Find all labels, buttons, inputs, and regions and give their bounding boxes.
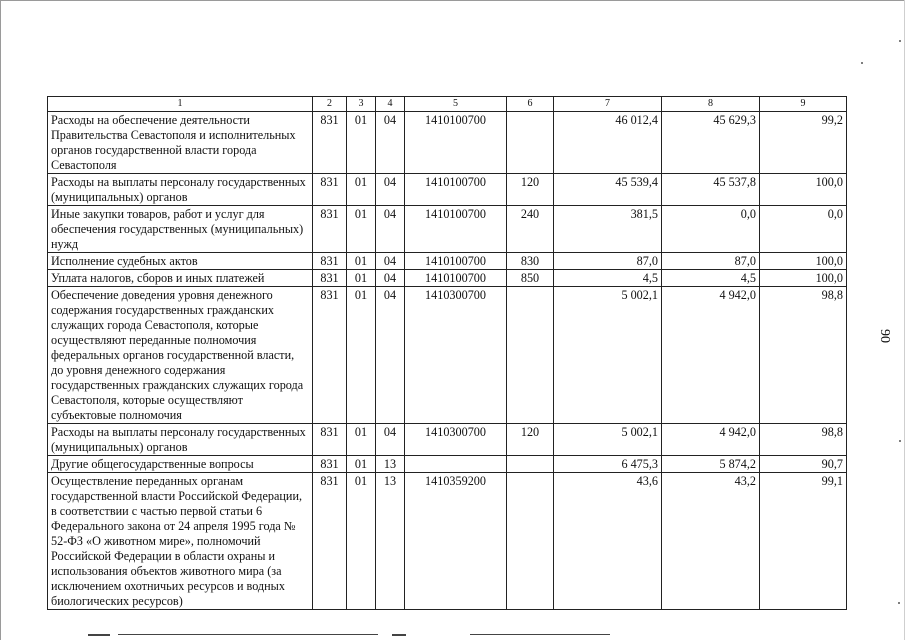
subsection-code-cell: 04 <box>376 424 405 456</box>
scan-bottom-mark <box>392 634 406 636</box>
ved-code-cell: 831 <box>313 270 347 287</box>
actual-amount-cell: 4 942,0 <box>662 287 760 424</box>
target-article-cell: 1410100700 <box>405 206 507 253</box>
ved-code-cell: 831 <box>313 112 347 174</box>
ved-code-cell: 831 <box>313 253 347 270</box>
ved-code-cell: 831 <box>313 287 347 424</box>
subsection-code-cell: 04 <box>376 287 405 424</box>
row-name-cell: Другие общегосударственные вопросы <box>48 456 313 473</box>
plan-amount-cell: 87,0 <box>554 253 662 270</box>
target-article-cell: 1410359200 <box>405 473 507 610</box>
target-article-cell: 1410100700 <box>405 270 507 287</box>
section-code-cell: 01 <box>347 270 376 287</box>
actual-amount-cell: 45 629,3 <box>662 112 760 174</box>
expense-type-cell: 850 <box>507 270 554 287</box>
row-name-cell: Иные закупки товаров, работ и услуг для обеспечения государственных (муниципальных) нужд <box>48 206 313 253</box>
execution-percent-cell: 99,2 <box>760 112 847 174</box>
ved-code-cell: 831 <box>313 424 347 456</box>
expense-type-cell: 240 <box>507 206 554 253</box>
column-header: 8 <box>662 97 760 112</box>
execution-percent-cell: 98,8 <box>760 287 847 424</box>
row-name-cell: Осуществление переданных органам государственной власти Российской Федерации, в соответствии с частью первой статьи 6 Федерального закона от 24 апреля 1995 года № 52-ФЗ «О животном мире», полномочий Российской Федерации в области охраны и использования объектов животного мира (за исключением охотничьих ресурсов и водных биологических ресурсов) <box>48 473 313 610</box>
table-row <box>48 456 847 473</box>
ved-code-cell: 831 <box>313 206 347 253</box>
section-code-cell: 01 <box>347 424 376 456</box>
actual-amount-cell: 45 537,8 <box>662 174 760 206</box>
plan-amount-cell: 46 012,4 <box>554 112 662 174</box>
execution-percent-cell: 100,0 <box>760 253 847 270</box>
execution-percent-cell: 100,0 <box>760 174 847 206</box>
column-header: 7 <box>554 97 662 112</box>
execution-percent-cell: 100,0 <box>760 270 847 287</box>
actual-amount-cell: 43,2 <box>662 473 760 610</box>
plan-amount-cell: 45 539,4 <box>554 174 662 206</box>
table-row <box>48 473 847 610</box>
expense-type-cell <box>507 473 554 610</box>
budget-execution-table <box>47 96 847 610</box>
section-code-cell: 01 <box>347 473 376 610</box>
expense-type-cell <box>507 456 554 473</box>
plan-amount-cell: 381,5 <box>554 206 662 253</box>
expense-type-cell <box>507 287 554 424</box>
target-article-cell: 1410300700 <box>405 287 507 424</box>
plan-amount-cell: 5 002,1 <box>554 424 662 456</box>
row-name-cell: Исполнение судебных актов <box>48 253 313 270</box>
expense-type-cell: 120 <box>507 174 554 206</box>
ved-code-cell: 831 <box>313 473 347 610</box>
subsection-code-cell: 04 <box>376 270 405 287</box>
ved-code-cell: 831 <box>313 456 347 473</box>
plan-amount-cell: 6 475,3 <box>554 456 662 473</box>
actual-amount-cell: 4 942,0 <box>662 424 760 456</box>
column-header: 4 <box>376 97 405 112</box>
column-header: 3 <box>347 97 376 112</box>
scan-speck <box>861 62 863 64</box>
scan-speck <box>899 440 901 442</box>
expense-type-cell: 120 <box>507 424 554 456</box>
actual-amount-cell: 87,0 <box>662 253 760 270</box>
scan-bottom-mark <box>88 634 110 636</box>
row-name-cell: Уплата налогов, сборов и иных платежей <box>48 270 313 287</box>
column-number-row <box>48 97 847 112</box>
table-row <box>48 174 847 206</box>
subsection-code-cell: 04 <box>376 112 405 174</box>
section-code-cell: 01 <box>347 253 376 270</box>
table-row <box>48 112 847 174</box>
scan-bottom-mark <box>470 634 610 635</box>
table-row <box>48 287 847 424</box>
row-name-cell: Обеспечение доведения уровня денежного содержания государственных гражданских служащих города Севастополя, которые осуществляют переданные полномочия федеральных органов государственной власти, до уровня денежного содержания государственных гражданских служащих города Севастополя, которые осуществляют субъектовые полномочия <box>48 287 313 424</box>
table-row <box>48 270 847 287</box>
execution-percent-cell: 98,8 <box>760 424 847 456</box>
scan-speck <box>899 40 901 42</box>
scan-bottom-mark <box>118 634 378 635</box>
section-code-cell: 01 <box>347 287 376 424</box>
target-article-cell: 1410100700 <box>405 112 507 174</box>
target-article-cell: 1410300700 <box>405 424 507 456</box>
subsection-code-cell: 13 <box>376 473 405 610</box>
target-article-cell: 1410100700 <box>405 174 507 206</box>
section-code-cell: 01 <box>347 456 376 473</box>
execution-percent-cell: 99,1 <box>760 473 847 610</box>
page-number: 90 <box>877 329 892 343</box>
actual-amount-cell: 5 874,2 <box>662 456 760 473</box>
subsection-code-cell: 04 <box>376 174 405 206</box>
section-code-cell: 01 <box>347 112 376 174</box>
column-header: 1 <box>48 97 313 112</box>
subsection-code-cell: 04 <box>376 206 405 253</box>
ved-code-cell: 831 <box>313 174 347 206</box>
plan-amount-cell: 5 002,1 <box>554 287 662 424</box>
table-body <box>48 112 847 610</box>
table-row <box>48 253 847 270</box>
scan-edge-top <box>0 0 905 1</box>
execution-percent-cell: 0,0 <box>760 206 847 253</box>
expense-type-cell: 830 <box>507 253 554 270</box>
expense-type-cell <box>507 112 554 174</box>
table-row <box>48 206 847 253</box>
actual-amount-cell: 4,5 <box>662 270 760 287</box>
column-header: 6 <box>507 97 554 112</box>
plan-amount-cell: 43,6 <box>554 473 662 610</box>
actual-amount-cell: 0,0 <box>662 206 760 253</box>
column-header: 2 <box>313 97 347 112</box>
execution-percent-cell: 90,7 <box>760 456 847 473</box>
row-name-cell: Расходы на выплаты персоналу государственных (муниципальных) органов <box>48 174 313 206</box>
plan-amount-cell: 4,5 <box>554 270 662 287</box>
subsection-code-cell: 13 <box>376 456 405 473</box>
target-article-cell: 1410100700 <box>405 253 507 270</box>
scan-speck <box>898 602 900 604</box>
table-row <box>48 424 847 456</box>
scan-edge-left <box>0 0 1 640</box>
row-name-cell: Расходы на выплаты персоналу государственных (муниципальных) органов <box>48 424 313 456</box>
target-article-cell <box>405 456 507 473</box>
section-code-cell: 01 <box>347 174 376 206</box>
column-header: 9 <box>760 97 847 112</box>
column-header: 5 <box>405 97 507 112</box>
row-name-cell: Расходы на обеспечение деятельности Правительства Севастополя и исполнительных органов государственной власти города Севастополя <box>48 112 313 174</box>
section-code-cell: 01 <box>347 206 376 253</box>
subsection-code-cell: 04 <box>376 253 405 270</box>
